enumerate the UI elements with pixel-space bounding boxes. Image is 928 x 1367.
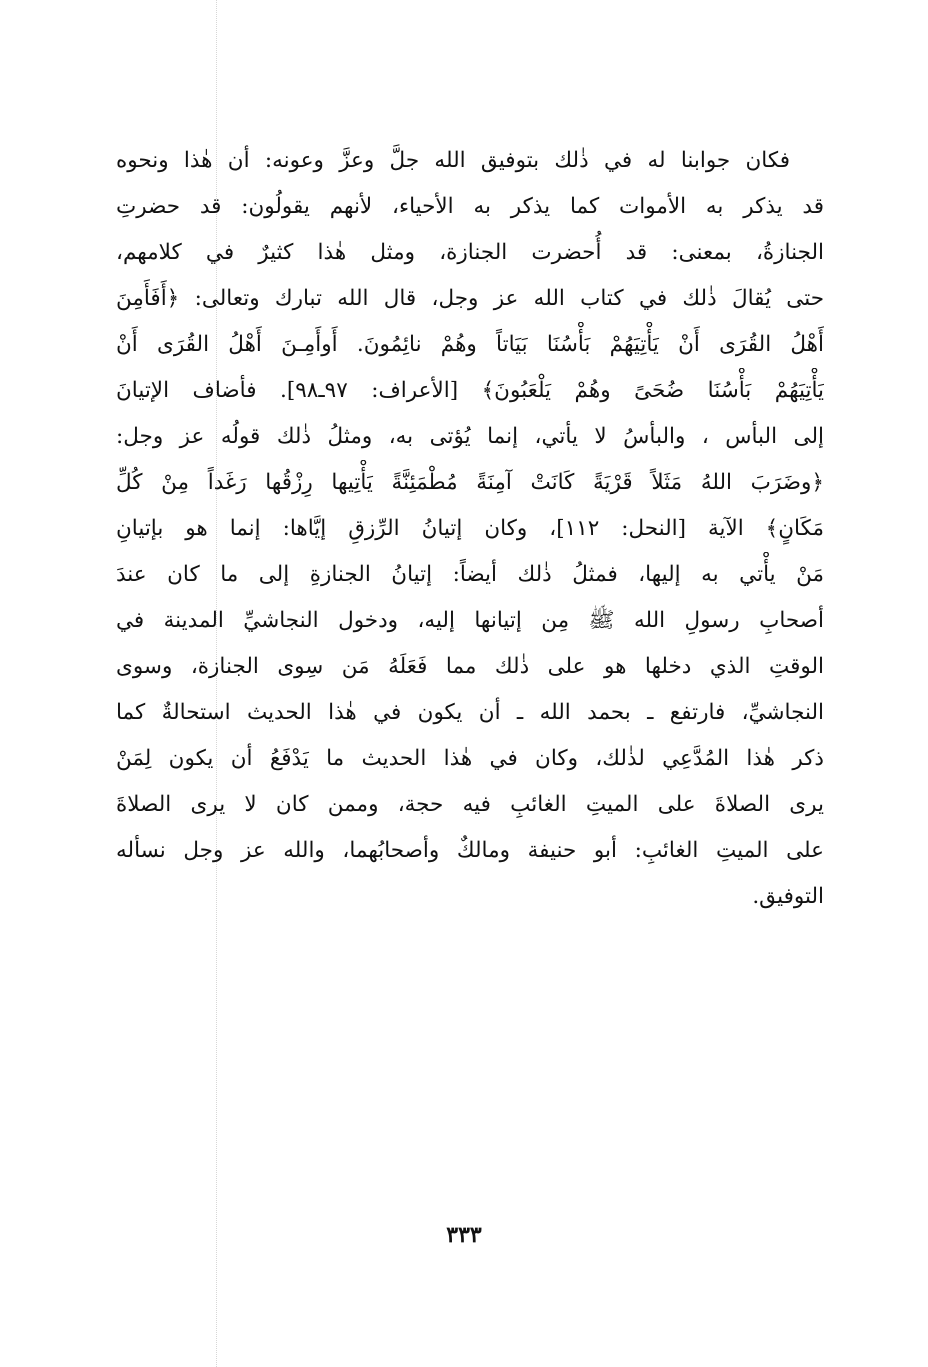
text-line: النجاشيِّ، فارتفع ـ بحمد الله ـ أن يكون في هٰذا الحديث استحالةٌ كما (116, 700, 824, 725)
text-line: مَنْ يأْتي به إليها، فمثلُ ذٰلك أيضاً: إتيانُ الجنازةِ إلى ما كان عندَ (116, 562, 824, 587)
text-line: الجنازةُ، بمعنى: قد أُحضرت الجنازة، ومثل هٰذا كثيرٌ في كلامهم، (116, 240, 824, 265)
text-line: على الميتِ الغائبِ: أبو حنيفة ومالكٌ وأصحابُهما، والله عز وجل نسأله (116, 838, 824, 863)
text-line: يَأْتِيَهُمْ بَأْسُنَا ضُحَىً وهُمْ يَلْعَبُونَ﴾ [الأعراف: ٩٧ـ٩٨]. فأضاف الإتيانَ (116, 378, 824, 403)
text-line: مَكَانٍ﴾ الآية [النحل: ١١٢]، وكان إتيانُ الرِّزقِ إيَّاها: إنما هو بإتيانِ (116, 516, 824, 541)
body-text (116, 138, 824, 920)
text-line: ذكر هٰذا المُدَّعِي لذٰلك، وكان في هٰذا الحديث ما يَدْفَعُ أن يكون لِمَنْ (116, 746, 824, 771)
text-line: يرى الصلاةَ على الميتِ الغائبِ فيه حجة، وممن كان لا يرى الصلاةَ (116, 792, 824, 817)
text-line: فكان جوابنا له في ذٰلك بتوفيق الله جلَّ وعزَّ وعونه: أن هٰذا ونحوه (116, 148, 790, 173)
text-line: حتى يُقالَ ذٰلك في كتاب الله عز وجل، قال الله تبارك وتعالى: ﴿أَفَأَمِنَ (116, 286, 824, 311)
text-line: التوفيق. (752, 884, 824, 909)
text-line: أصحابِ رسولِ الله ﷺ مِن إتيانها إليه، ودخول النجاشيِّ المدينة في (116, 608, 824, 633)
text-line: الوقتِ الذي دخلها هو على ذٰلك مما فَعَلَهُ مَن سِوى الجنازة، وسوى (116, 654, 824, 679)
page-number: ٣٣٣ (446, 1222, 482, 1248)
text-line: إلى البأس ، والبأسُ لا يأتي، إنما يُؤتى به، ومثلُ ذٰلك قولُه عز وجل: (116, 424, 824, 449)
text-line: قد يذكر به الأموات كما يذكر به الأحياء، لأنهم يقولُون: قد حضرتِ (116, 194, 824, 219)
text-line: ﴿وضَرَبَ اللهُ مَثَلاً قَرْيَةً كَانَتْ آمِنَةً مُطْمَئِنَّةً يَأْتِيها رِزْقُها رَغَداً مِنْ كُلِّ (116, 470, 824, 495)
text-line: أَهْلُ القُرَى أَنْ يَأْتِيَهُمْ بَأْسُنَا بَيَاتاً وهُمْ نائِمُونَ. أَوأَمِـنَ أَهْلُ القُرَى أَنْ (116, 332, 824, 357)
